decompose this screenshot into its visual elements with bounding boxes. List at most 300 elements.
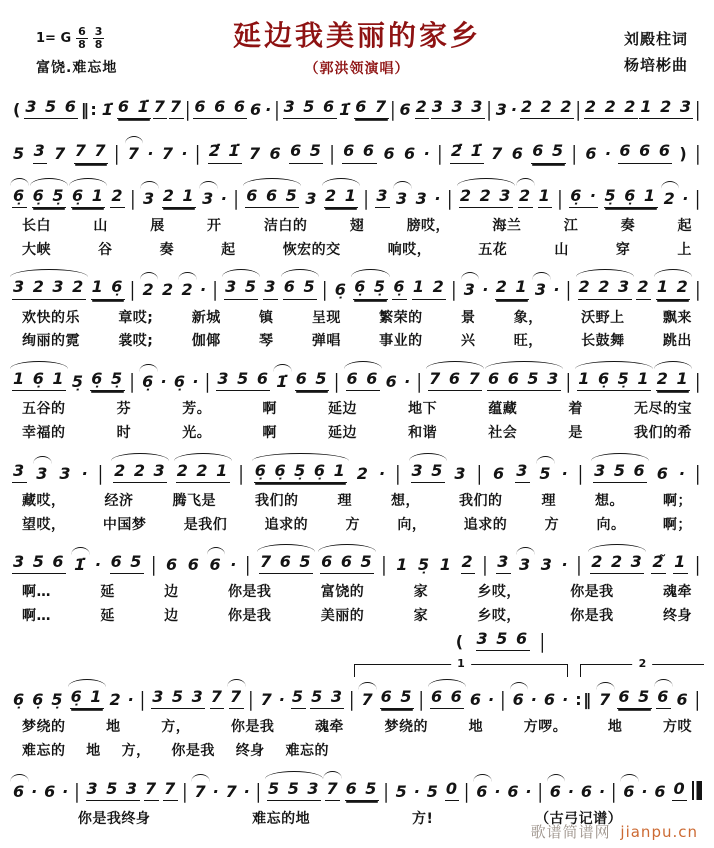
barline: | <box>274 97 282 121</box>
lyric-syllable: 响哎， <box>387 241 432 258</box>
note-token: · <box>562 690 570 710</box>
lyric-syllable: 五花 <box>478 241 508 258</box>
note-token: · <box>278 690 287 710</box>
note-token: 7 <box>169 98 184 119</box>
barline: | <box>694 688 702 711</box>
lyric-syllable: 奏 <box>620 218 636 235</box>
watermark <box>531 821 698 842</box>
note-token: 5 <box>426 781 440 801</box>
lyrics-row-1 <box>8 214 706 238</box>
note-token: 3 <box>395 188 409 208</box>
lyrics-row-2 <box>8 421 706 445</box>
lyric-syllable: 方， <box>121 743 151 760</box>
note-token: 2 <box>110 187 125 208</box>
lyric-syllable: 方啰。 <box>523 719 568 736</box>
barline: | <box>383 779 391 803</box>
lyric-syllable: 地 <box>106 719 121 736</box>
notation-line <box>8 86 706 125</box>
note-token: 3 <box>454 463 468 483</box>
note-token: 3 <box>375 187 390 208</box>
note-token: 5̣ <box>51 690 65 710</box>
note-token: 3 <box>12 462 27 483</box>
note-token: 5̣ <box>71 371 85 391</box>
meter-1-numerator: 6 <box>78 25 86 38</box>
barline: | <box>113 142 121 166</box>
lyric-syllable: 你是我 <box>570 584 614 601</box>
lyric-syllable: 山 <box>554 241 569 258</box>
note-token: · <box>682 188 690 208</box>
notation-line <box>8 676 706 715</box>
notation-line <box>8 175 706 214</box>
lyric-syllable: 地下 <box>408 401 438 418</box>
watermark-site: 歌谱简谱网 <box>530 823 611 841</box>
note-token: 6 <box>511 144 525 164</box>
note-token: · <box>220 188 229 208</box>
lyric-syllable: 难忘的地 <box>252 811 311 828</box>
key-tempo-block <box>36 26 117 77</box>
meter-1 <box>76 26 88 50</box>
note-token: 2 2 3 <box>113 462 167 483</box>
lyric-syllable: 方 <box>345 516 360 533</box>
note-token: 6 5 <box>617 688 651 709</box>
performer-credit: （郭洪领演唱） <box>304 61 410 77</box>
meter-2-denominator: 8 <box>94 37 103 51</box>
note-token: 2 <box>415 98 430 119</box>
note-token: 3 5 3 <box>86 780 140 801</box>
lyric-syllable: 恢宏的交 <box>282 241 341 258</box>
lyrics-row-1 <box>8 580 706 604</box>
note-token: 3 5 6 <box>476 630 530 651</box>
lyric-syllable: 是 <box>568 424 583 441</box>
lyric-syllable: 蕴藏 <box>488 401 518 418</box>
note-token: 6̣ <box>32 690 45 710</box>
lyric-syllable: 章哎; <box>118 309 154 326</box>
note-token: · <box>160 371 169 391</box>
lyric-syllable: 你是我 <box>227 608 272 625</box>
lyric-syllable: 芬 <box>116 401 132 418</box>
note-token: 1 <box>538 187 553 208</box>
barline: | <box>349 688 356 711</box>
note-token: 6 <box>623 781 636 801</box>
note-token: 6 <box>656 463 670 483</box>
note-token: 6 6 5 3 <box>487 370 561 391</box>
note-token: 2 2 2 <box>520 98 574 119</box>
lyric-syllable: 魂牵 <box>663 584 692 601</box>
barline: | <box>185 97 192 121</box>
note-token: 2̃ <box>651 553 666 574</box>
note-token: 3 5 6 <box>593 462 647 483</box>
lyric-syllable: 藏哎， <box>22 492 66 509</box>
note-token: 3 5 6 <box>283 98 337 119</box>
lyric-syllable: 光。 <box>182 424 212 441</box>
note-token: 1̇ <box>339 100 352 119</box>
note-token: 2 <box>181 280 195 300</box>
lyric-syllable: 展 <box>150 218 165 235</box>
note-token: 6̣ 5̣ <box>90 370 124 391</box>
note-token: · <box>31 781 39 801</box>
note-token: 6 <box>383 144 397 164</box>
lyric-syllable: 乡哎， <box>477 608 521 625</box>
note-token: 6̣ <box>392 278 407 299</box>
note-token: 7 <box>229 688 244 709</box>
lyric-syllable: 绚丽的霓 <box>22 333 80 350</box>
note-token: 3 <box>540 555 554 575</box>
lyrics-row-1 <box>8 397 706 421</box>
note-token: · <box>510 100 519 119</box>
lyric-syllable: 你是我 <box>570 608 614 625</box>
note-token: 6̣ <box>13 690 26 710</box>
note-token: 7 <box>491 144 504 164</box>
barline: | <box>694 553 702 576</box>
note-token: · <box>265 100 273 119</box>
note-token: 6 <box>656 688 671 709</box>
lyric-syllable: 延 <box>100 608 115 625</box>
note-token: 6 5 <box>380 688 414 709</box>
lyric-syllable: 地 <box>607 719 623 736</box>
notation-line <box>8 358 706 397</box>
volta-label: 1 <box>451 657 471 670</box>
note-token: 6 <box>385 371 399 391</box>
score-block-1 <box>8 86 706 125</box>
barline: | <box>476 461 484 485</box>
note-token: 6̣ <box>142 371 155 391</box>
note-token: · <box>94 555 103 575</box>
note-token: 2 <box>162 280 175 300</box>
lyric-syllable: 幸福的 <box>22 424 66 441</box>
note-token: · <box>641 781 649 801</box>
note-token: 6 1̇ <box>117 98 151 119</box>
lyric-syllable: 地 <box>86 743 101 760</box>
note-token: · <box>199 280 208 300</box>
volta-bracket-1 <box>354 657 569 677</box>
barline: | <box>694 369 702 393</box>
key-label: 1= G <box>36 30 72 46</box>
notation-symbol: ( <box>455 631 465 651</box>
note-token: 6̣ 1 <box>71 187 105 208</box>
lyric-syllable: 想， <box>391 492 420 509</box>
score-block-2 <box>8 130 706 169</box>
note-token: 3 <box>36 463 49 483</box>
barline: | <box>694 97 702 121</box>
note-token: · <box>494 781 502 801</box>
note-token: · <box>678 463 687 483</box>
note-token: 7 <box>225 781 239 801</box>
note-token: 3 <box>202 188 215 208</box>
lyric-syllable: 方 <box>544 516 560 533</box>
lyric-syllable: 起 <box>677 218 692 235</box>
note-token: 6 6 6 <box>618 142 672 163</box>
note-token: 2 <box>461 553 476 574</box>
lyric-syllable: 延边 <box>328 424 357 441</box>
note-token: 6 7 <box>354 98 388 119</box>
note-token: 1 <box>396 555 409 575</box>
note-token: 1̇ <box>101 100 115 119</box>
lyric-syllable: 方哎 <box>662 719 692 736</box>
score-block-7 <box>8 541 706 655</box>
lyric-syllable: 弹唱 <box>311 333 341 350</box>
note-token: 7 <box>248 144 262 164</box>
note-token: 7 <box>361 690 375 710</box>
lyric-syllable: 新城 <box>191 309 221 326</box>
note-token: 5̣ <box>418 555 431 575</box>
lyric-syllable: 上 <box>677 241 692 258</box>
lyric-syllable: 江 <box>563 218 579 235</box>
note-token: 6 <box>209 555 223 575</box>
lyric-syllable: 你是我 <box>227 584 272 601</box>
score <box>0 84 714 831</box>
lyrics-row-2 <box>8 329 706 353</box>
note-token: 6 <box>580 781 594 801</box>
lyric-syllable: 梦绕的 <box>22 719 66 736</box>
note-token: 7 <box>163 780 178 801</box>
lyric-syllable: 经济 <box>104 492 134 509</box>
lyric-syllable: 沃野上 <box>581 309 625 326</box>
note-token: 6 <box>166 555 179 575</box>
lyric-syllable: 向。 <box>596 516 626 533</box>
lyric-syllable: 谷 <box>98 241 113 258</box>
note-token: 5̣ 6̣ 1 <box>604 187 658 208</box>
lyric-syllable: 啊… <box>22 584 51 601</box>
meter-2-numerator: 3 <box>94 25 103 38</box>
volta-bracket-2 <box>580 657 703 677</box>
note-token: 7 <box>260 690 274 710</box>
barline: | <box>74 779 82 803</box>
barline: | <box>610 779 618 803</box>
lyric-syllable: 山 <box>93 218 108 235</box>
barline: | <box>537 779 545 803</box>
lyric-syllable: 奏 <box>159 241 175 258</box>
lyric-syllable: 梦绕的 <box>384 719 429 736</box>
lyric-syllable: 开 <box>207 218 222 235</box>
barline: | <box>233 186 241 210</box>
note-token: · <box>243 781 252 801</box>
notation-line <box>8 130 706 169</box>
note-token: 1 6̣ 5̣ 1 <box>577 370 651 391</box>
notation-symbol: :‖ <box>575 690 593 710</box>
note-token: · <box>598 781 607 801</box>
lyric-syllable: 延 <box>100 584 115 601</box>
lyric-syllable: 我们的 <box>459 492 503 509</box>
note-token: 2 <box>142 280 156 300</box>
barline: | <box>329 142 337 166</box>
lyric-syllable: 方! <box>411 811 434 828</box>
lyric-syllable: 欢快的乐 <box>22 309 80 326</box>
barline: | <box>381 553 389 576</box>
note-token: 3 5 6 <box>12 553 66 574</box>
note-token: 7 6 5 <box>259 553 313 574</box>
note-token: 2 1 <box>324 187 358 208</box>
note-token: 2̇ 1̇ <box>450 142 484 163</box>
note-token: 6 5 <box>289 142 323 163</box>
note-token: 6 <box>512 690 526 710</box>
barline: | <box>151 553 158 576</box>
lyric-syllable: 中国梦 <box>102 516 147 533</box>
lyric-syllable: 翅 <box>349 218 365 235</box>
lyric-syllable: 望哎， <box>22 516 66 533</box>
note-token: 3 <box>495 100 509 119</box>
lyric-syllable: 乡哎， <box>477 584 521 601</box>
barline: | <box>204 369 212 393</box>
note-token: · <box>378 463 387 483</box>
lyric-syllable: 穿 <box>615 241 631 258</box>
note-token: 6 <box>269 144 283 164</box>
note-token: 7 6 7 <box>428 370 482 391</box>
note-token: 2 2 3 <box>459 187 513 208</box>
lyric-syllable: 啊； <box>663 492 692 509</box>
note-token: 6 <box>13 781 26 801</box>
notation-line <box>8 768 706 807</box>
lyric-syllable: 跳出 <box>662 333 692 350</box>
lyric-syllable: 你是我终身 <box>77 811 151 828</box>
pickup-notes-line <box>455 628 706 655</box>
note-token: · <box>525 781 533 801</box>
note-token: 1 <box>673 553 688 574</box>
note-token: 3 5 6 <box>216 370 270 391</box>
lyric-syllable: 着 <box>568 401 583 418</box>
note-token: 6̣ <box>173 371 187 391</box>
lyric-syllable: 啊… <box>22 608 51 625</box>
note-token: 5 <box>13 144 26 164</box>
note-token: 7 <box>325 780 340 801</box>
note-token: 6̣ 6̣ 5̣ 6̣ 1 <box>254 462 347 483</box>
note-token: 6 5 <box>283 278 317 299</box>
note-token: 6 <box>399 100 413 119</box>
note-token: 7 <box>127 144 141 164</box>
barline: | <box>437 142 444 166</box>
note-token: 6 <box>44 781 57 801</box>
note-token: 3 <box>33 142 48 163</box>
meter-2 <box>93 26 105 50</box>
barline: | <box>244 553 252 576</box>
barline: | <box>416 369 424 393</box>
note-token: 6̣ 1 <box>70 688 104 709</box>
barline: | <box>255 779 263 803</box>
lyrics-row-1 <box>8 489 706 513</box>
lyric-syllable: 琴 <box>259 333 274 350</box>
lyric-syllable: 洁白的 <box>263 218 308 235</box>
note-token: 5 <box>291 688 306 709</box>
lyric-syllable: 长鼓舞 <box>581 333 625 350</box>
note-token: 6 6 5 <box>320 553 374 574</box>
note-token: 7 <box>194 781 208 801</box>
note-token: · <box>192 371 200 391</box>
lyric-syllable: 终身 <box>235 743 265 760</box>
note-token: 3 <box>463 280 477 300</box>
watermark-url: jianpu.cn <box>620 823 698 841</box>
note-token: · <box>413 781 422 801</box>
note-token: 6 <box>654 781 668 801</box>
lyric-syllable: 我们的希 <box>634 424 692 441</box>
note-token: · <box>488 690 496 710</box>
lyrics-row-1 <box>8 715 706 739</box>
note-token: 3 <box>305 188 318 208</box>
note-token: 2 2 1 <box>176 462 230 483</box>
barline: | <box>182 779 190 803</box>
note-token: · <box>230 555 238 575</box>
note-token: 2 <box>356 463 370 483</box>
barline: | <box>363 186 371 210</box>
note-token: 3 <box>496 553 511 574</box>
note-token: · <box>482 280 490 300</box>
final-barline <box>692 781 702 800</box>
page-title: 延边我美丽的家乡 <box>232 19 481 52</box>
note-token: · <box>561 555 570 575</box>
lyric-syllable: 象， <box>513 309 543 326</box>
note-token: · <box>604 144 613 164</box>
lyric-syllable: （古弓记谱） <box>535 811 623 828</box>
lyrics-row-1 <box>8 306 706 330</box>
note-token: 0 <box>672 780 687 801</box>
barline: | <box>130 186 137 210</box>
barline: | <box>575 97 583 121</box>
note-token: 6̣ · <box>569 187 598 208</box>
lyric-syllable: 兴 <box>460 333 476 350</box>
lyric-syllable: 镇 <box>259 309 274 326</box>
notation-line <box>8 266 706 305</box>
note-token: 5 3 <box>310 688 344 709</box>
lyric-syllable: 长白 <box>22 218 51 235</box>
score-block-4 <box>8 266 706 353</box>
lyric-syllable: 是我们 <box>183 516 228 533</box>
lyric-syllable: 难忘的 <box>22 743 66 760</box>
note-token: 6 <box>249 100 263 119</box>
barline: | <box>321 278 329 302</box>
lyric-syllable: 景 <box>460 309 476 326</box>
lyric-syllable: 裳哎; <box>118 333 154 350</box>
lyric-syllable: 大峡 <box>22 241 51 258</box>
lyric-syllable: 我们的 <box>255 492 299 509</box>
note-token: 6 <box>187 555 201 575</box>
lyric-syllable: 事业的 <box>379 333 423 350</box>
note-token: · <box>567 781 576 801</box>
composer-credit: 杨培彬曲 <box>623 56 688 75</box>
note-token: 5 <box>395 781 409 801</box>
lyric-syllable: 飘来 <box>662 309 692 326</box>
lyric-syllable: 理 <box>337 492 352 509</box>
barline: | <box>577 461 585 485</box>
lyric-syllable: 想。 <box>595 492 624 509</box>
note-token: 1 2 <box>412 278 446 299</box>
barline: | <box>482 553 490 576</box>
note-token: 1̇ <box>276 371 289 391</box>
barline: | <box>571 142 579 166</box>
note-token: 2 1 <box>495 278 529 299</box>
lyric-syllable: 旺， <box>513 333 543 350</box>
lyric-syllable: 魂牵 <box>314 719 344 736</box>
note-token: 1 6̣ <box>91 278 125 299</box>
lyric-syllable: 膀哎， <box>406 218 451 235</box>
note-token: 7 <box>153 98 168 119</box>
note-token: 6 <box>543 690 557 710</box>
score-block-3 <box>8 175 706 262</box>
barline: | <box>212 278 220 302</box>
note-token: · <box>212 781 221 801</box>
note-token: 6 <box>476 781 489 801</box>
note-token: 2 1 <box>656 370 690 391</box>
note-token: · <box>553 280 561 300</box>
barline: | <box>695 142 702 166</box>
note-token: 3 <box>415 188 429 208</box>
lyric-syllable: 啊； <box>662 516 692 533</box>
notation-line <box>8 541 706 580</box>
barline: | <box>129 369 137 393</box>
note-token: 6 <box>507 781 520 801</box>
barline: | <box>565 278 573 302</box>
note-token: 6 5 <box>295 370 329 391</box>
lyric-syllable: 时 <box>116 424 132 441</box>
barline: | <box>97 461 105 485</box>
note-token: · <box>530 690 539 710</box>
